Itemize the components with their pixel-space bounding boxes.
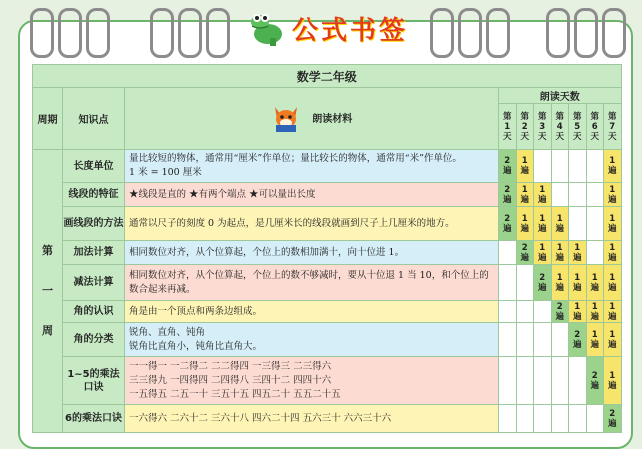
reading-material	[125, 150, 499, 183]
reading-material	[125, 405, 499, 433]
material-line: 三三得九 一四得四 二四得八 三四十二 四四十六	[129, 374, 332, 386]
count-label: 2 遍	[502, 213, 512, 234]
table-row	[33, 323, 622, 357]
reading-count	[604, 357, 622, 405]
reading-material	[125, 301, 499, 323]
reading-count	[499, 241, 517, 265]
reading-count	[516, 357, 534, 405]
reading-count	[569, 265, 587, 301]
count-label: 1 遍	[520, 156, 529, 176]
reading-count	[516, 265, 534, 301]
ring	[206, 8, 230, 58]
reading-count	[604, 301, 622, 323]
material-line: 相同数位对齐，从个位算起，个位上的数不够减时，要从十位退 1 当 10，和个位上的数合起来再减。	[129, 269, 489, 295]
table-row	[33, 150, 622, 183]
reading-material	[125, 241, 499, 265]
count-label: 2 遍	[607, 408, 617, 429]
table-row	[33, 265, 622, 301]
col-period: 周期	[33, 88, 63, 150]
table-row	[33, 301, 622, 323]
reading-count	[604, 207, 622, 241]
count-label: 1 遍	[520, 184, 529, 205]
topic-cell: 加法计算	[63, 241, 125, 265]
topic-cell: 线段的特征	[63, 183, 125, 207]
material-line: 锐角、直角、钝角	[129, 326, 206, 338]
reading-count	[534, 323, 552, 357]
ring	[486, 8, 510, 58]
reading-count	[604, 150, 622, 183]
count-label: 1 遍	[520, 213, 529, 234]
col-days: 朗读天数	[499, 88, 622, 104]
reading-count	[534, 301, 552, 323]
reading-count	[499, 301, 517, 323]
table-row	[33, 183, 622, 207]
material-line: ★线段是直的 ★有两个端点 ★可以量出长度	[129, 188, 316, 200]
topic-cell: 长度单位	[63, 150, 125, 183]
reading-count	[604, 323, 622, 357]
count-label: 1 遍	[607, 370, 617, 391]
reading-count	[586, 323, 604, 357]
count-label: 1 遍	[607, 301, 617, 322]
count-label: 1 遍	[607, 329, 617, 350]
material-line: 相同数位对齐，从个位算起，个位上的数相加满十，向十位进 1。	[129, 246, 405, 258]
reading-count	[569, 301, 587, 323]
reading-count	[499, 150, 517, 183]
reading-count	[551, 241, 569, 265]
reading-material	[125, 265, 499, 301]
reading-material	[125, 183, 499, 207]
count-label: 1 遍	[555, 242, 564, 263]
reading-material	[125, 357, 499, 405]
table-row	[33, 241, 622, 265]
material-line: 1 米 = 100 厘米	[129, 167, 202, 178]
reading-count	[586, 357, 604, 405]
reading-count	[586, 207, 604, 241]
ring	[602, 8, 626, 58]
reading-count	[534, 183, 552, 207]
header	[246, 4, 408, 52]
reading-count	[569, 183, 587, 207]
reading-count	[569, 405, 587, 433]
reading-count	[551, 405, 569, 433]
reading-count	[534, 405, 552, 433]
count-label: 1 遍	[537, 213, 547, 234]
reading-count	[586, 150, 604, 183]
reading-count	[499, 183, 517, 207]
count-label: 2 遍	[590, 370, 599, 391]
count-label: 1 遍	[555, 213, 564, 234]
reading-count	[551, 183, 569, 207]
reading-count	[604, 183, 622, 207]
count-label: 2 遍	[502, 156, 512, 176]
count-label: 2 遍	[502, 184, 512, 205]
count-label: 1 遍	[590, 272, 599, 293]
reading-count	[499, 265, 517, 301]
page-title: 公式书签	[292, 15, 409, 46]
count-label: 1 遍	[537, 242, 547, 263]
ring	[30, 8, 54, 58]
reading-count	[516, 207, 534, 241]
count-label: 1 遍	[607, 156, 617, 176]
reading-count	[516, 183, 534, 207]
count-label: 1 遍	[607, 242, 617, 263]
table-row	[33, 357, 622, 405]
reading-count	[569, 323, 587, 357]
ring	[458, 8, 482, 58]
material-line: 通常以尺子的刻度 0 为起点，是几厘米长的线段就画到尺子上几厘米的地方。	[129, 217, 455, 229]
reading-header-label: 朗读材料	[312, 113, 353, 125]
count-label: 1 遍	[590, 301, 599, 322]
reading-count	[516, 323, 534, 357]
material-line: 量比较短的物体，通常用“厘米”作单位；量比较长的物体，通常用“米”作单位。	[129, 153, 462, 164]
reading-count	[499, 357, 517, 405]
material-line: 一五得五 二五一十 三五十五 四五二十 五五二十五	[129, 388, 341, 400]
reading-count	[569, 241, 587, 265]
reading-count	[499, 207, 517, 241]
reading-count	[604, 405, 622, 433]
table-row	[33, 405, 622, 433]
count-label: 1 遍	[607, 272, 617, 293]
count-label: 2 遍	[520, 242, 529, 263]
day-header: 第 2 天	[516, 104, 534, 150]
ring	[546, 8, 570, 58]
reading-count	[569, 207, 587, 241]
count-label: 2 遍	[555, 301, 564, 322]
reading-count	[551, 323, 569, 357]
count-label: 1 遍	[572, 272, 582, 293]
day-header: 第 4 天	[551, 104, 569, 150]
ring	[430, 8, 454, 58]
reading-table	[32, 64, 622, 433]
count-label: 2 遍	[537, 272, 547, 293]
ring	[574, 8, 598, 58]
count-label: 2 遍	[572, 329, 582, 350]
topic-cell: 6的乘法口诀	[63, 405, 125, 433]
topic-cell: 1~5的乘法口诀	[63, 357, 125, 405]
ring	[58, 8, 82, 58]
ring	[86, 8, 110, 58]
reading-count	[551, 265, 569, 301]
day-header: 第 1 天	[499, 104, 517, 150]
reading-count	[586, 241, 604, 265]
topic-cell: 角的认识	[63, 301, 125, 323]
reading-count	[499, 323, 517, 357]
reading-count	[551, 301, 569, 323]
fox-reading-icon	[271, 105, 301, 133]
day-header: 第 7 天	[604, 104, 622, 150]
crocodile-icon	[246, 8, 286, 48]
reading-count	[534, 357, 552, 405]
count-label: 1 遍	[607, 213, 617, 234]
reading-material	[125, 207, 499, 241]
reading-count	[569, 150, 587, 183]
col-reading	[125, 88, 499, 150]
topic-cell: 角的分类	[63, 323, 125, 357]
table-row	[33, 207, 622, 241]
material-line: 一六得六 二六十二 三六十八 四六二十四 五六三十 六六三十六	[129, 412, 392, 424]
reading-count	[586, 405, 604, 433]
material-line: 角是由一个顶点和两条边组成。	[129, 305, 263, 317]
material-line: 一一得一 一二得二 二二得四 一三得三 二三得六	[129, 360, 332, 372]
ring	[178, 8, 202, 58]
reading-count	[604, 265, 622, 301]
ring	[150, 8, 174, 58]
reading-count	[551, 207, 569, 241]
reading-count	[516, 241, 534, 265]
count-label: 1 遍	[607, 184, 617, 205]
col-point: 知识点	[63, 88, 125, 150]
reading-count	[534, 265, 552, 301]
reading-count	[516, 150, 534, 183]
reading-count	[499, 405, 517, 433]
reading-count	[586, 265, 604, 301]
count-label: 1 遍	[590, 329, 599, 350]
reading-count	[516, 301, 534, 323]
topic-cell: 减法计算	[63, 265, 125, 301]
material-line: 锐角比直角小，钝角比直角大。	[129, 340, 263, 352]
reading-count	[569, 357, 587, 405]
count-label: 1 遍	[555, 272, 564, 293]
day-header: 第 5 天	[569, 104, 587, 150]
count-label: 1 遍	[537, 184, 547, 205]
reading-count	[604, 241, 622, 265]
reading-count	[586, 301, 604, 323]
day-header: 第 6 天	[586, 104, 604, 150]
count-label: 1 遍	[572, 301, 582, 322]
day-header: 第 3 天	[534, 104, 552, 150]
reading-count	[551, 357, 569, 405]
reading-material	[125, 323, 499, 357]
topic-cell: 画线段的方法	[63, 207, 125, 241]
reading-count	[534, 241, 552, 265]
week-label: 第 一 周	[33, 150, 63, 433]
reading-count	[516, 405, 534, 433]
count-label: 1 遍	[572, 242, 582, 263]
grade-title: 数学二年级	[33, 65, 622, 88]
reading-count	[534, 150, 552, 183]
reading-count	[534, 207, 552, 241]
reading-count	[586, 183, 604, 207]
reading-count	[551, 150, 569, 183]
